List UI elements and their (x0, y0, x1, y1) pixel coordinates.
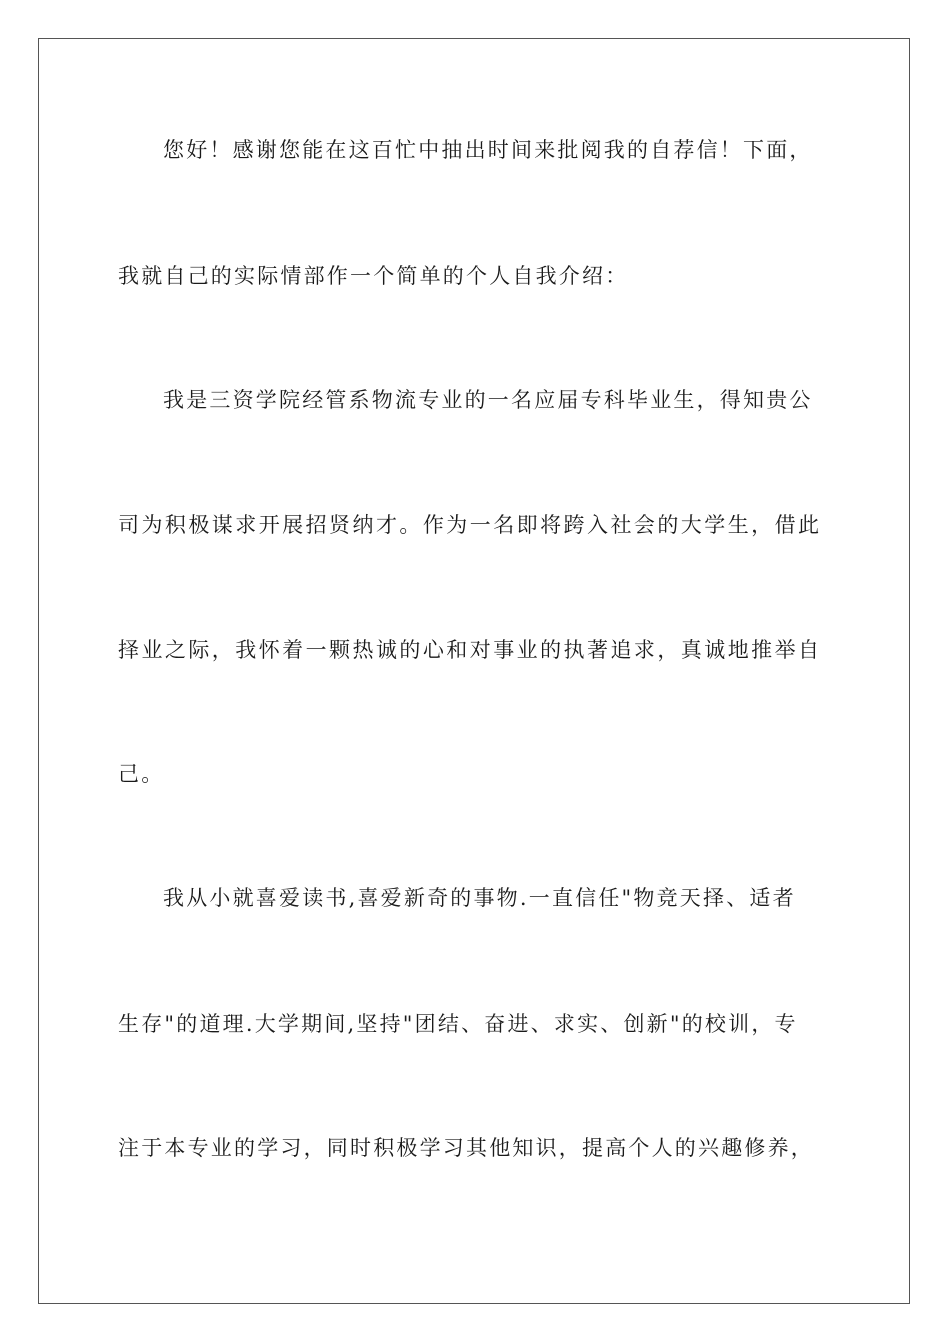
text-line-2: 我就自己的实际情部作一个简单的个人自我介绍： (118, 264, 629, 288)
text-line-5: 择业之际，我怀着一颗热诚的心和对事业的执著追求，真诚地推举自 (118, 638, 822, 662)
text-line-6: 己。 (118, 762, 165, 786)
text-line-9: 注于本专业的学习，同时积极学习其他知识，提高个人的兴趣修养， (118, 1136, 814, 1160)
page-frame (38, 38, 910, 1304)
text-line-1: 您好！感谢您能在这百忙中抽出时间来批阅我的自荐信！下面， (163, 138, 813, 162)
text-line-3: 我是三资学院经管系物流专业的一名应届专科毕业生，得知贵公 (163, 388, 813, 412)
text-line-4: 司为积极谋求开展招贤纳才。作为一名即将跨入社会的大学生，借此 (118, 513, 822, 537)
text-line-7: 我从小就喜爱读书,喜爱新奇的事物.一直信任"物竞天择、适者 (163, 886, 796, 910)
text-line-8: 生存"的道理.大学期间,坚持"团结、奋进、求实、创新"的校训，专 (118, 1012, 798, 1036)
